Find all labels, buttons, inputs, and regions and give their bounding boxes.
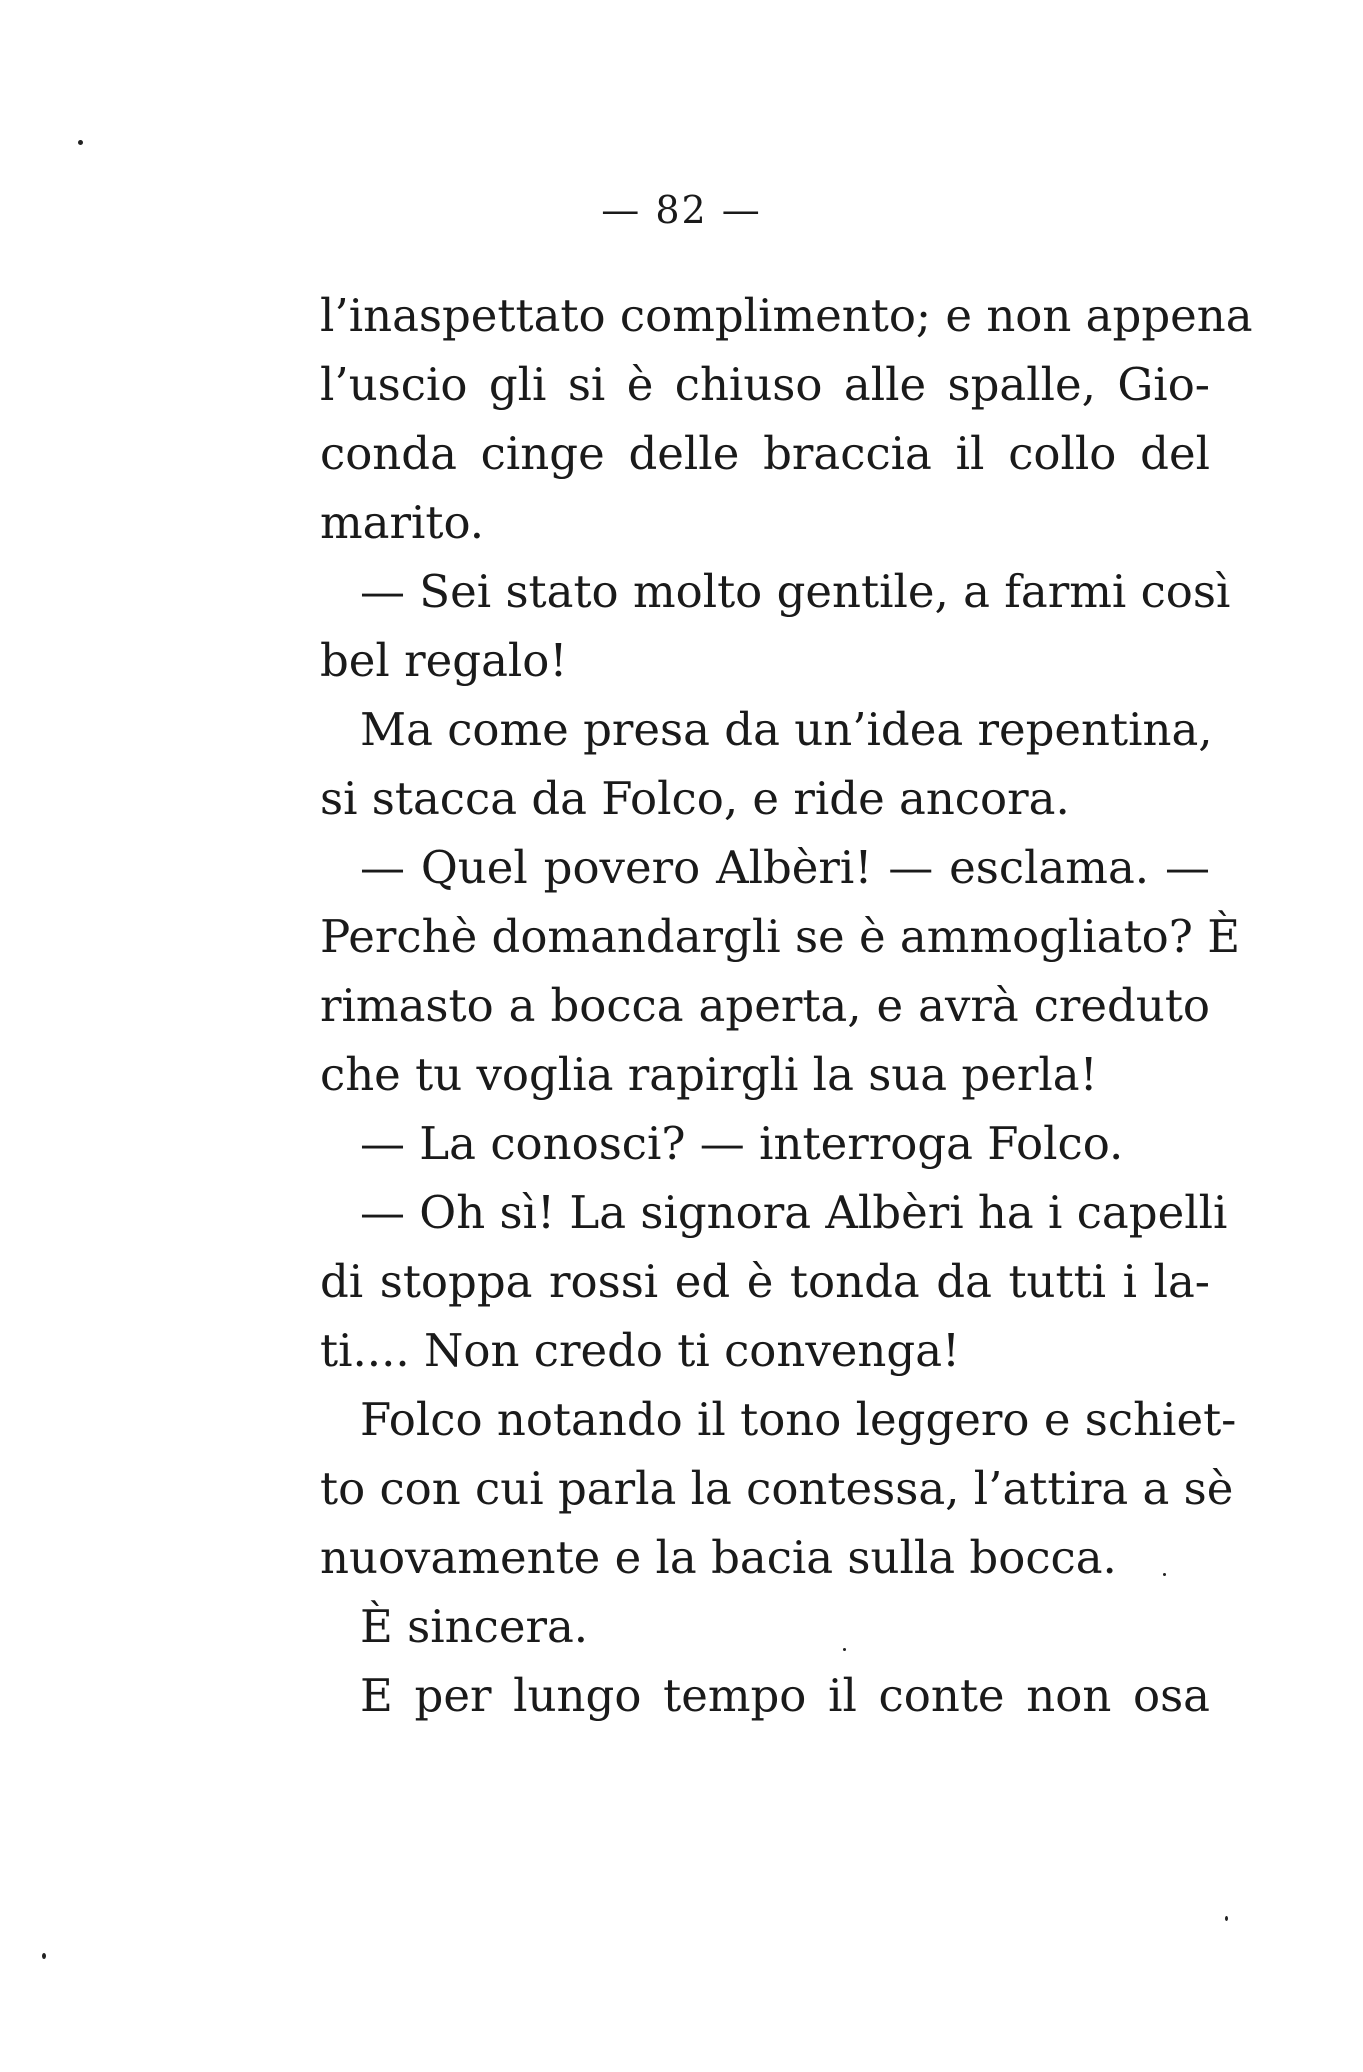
text-line: — Sei stato molto gentile, a farmi così: [360, 565, 1231, 618]
text-line: l’inaspettato complimento; e non appena: [320, 289, 1253, 342]
text-line: — Oh sì! La signora Albèri ha i capelli: [360, 1186, 1228, 1239]
scan-speck: [1163, 1573, 1166, 1576]
text-line: di stoppa rossi ed è tonda da tutti i la-: [320, 1255, 1210, 1308]
text-line: marito.: [320, 496, 485, 549]
text-line: ti.... Non credo ti convenga!: [320, 1324, 961, 1377]
text-line: Perchè domandargli se è ammogliato? È: [320, 910, 1241, 963]
scan-speck: [78, 140, 83, 145]
text-line: nuovamente e la bacia sulla bocca.: [320, 1531, 1117, 1584]
scan-speck: [1225, 1916, 1228, 1921]
text-line: — Quel povero Albèri! — esclama. —: [360, 841, 1210, 894]
text-line: Folco notando il tono leggero e schiet-: [360, 1393, 1237, 1446]
text-line: — La conosci? — interroga Folco.: [360, 1117, 1124, 1170]
text-line: to con cui parla la contessa, l’attira a sè: [320, 1462, 1234, 1515]
text-line: bel regalo!: [320, 634, 568, 687]
scan-speck: [42, 1953, 46, 1959]
scan-speck: [843, 1648, 846, 1651]
text-line: rimasto a bocca aperta, e avrà creduto: [320, 979, 1210, 1032]
text-line: conda cinge delle braccia il collo del: [320, 427, 1210, 480]
text-line: Ma come presa da un’idea repentina,: [360, 703, 1213, 756]
text-line: E per lungo tempo il conte non osa: [360, 1669, 1210, 1722]
text-line: l’uscio gli si è chiuso alle spalle, Gio-: [320, 358, 1210, 411]
page-number: — 82 —: [601, 188, 762, 232]
text-line: si stacca da Folco, e ride ancora.: [320, 772, 1070, 825]
text-line: È sincera.: [360, 1600, 589, 1653]
text-line: che tu voglia rapirgli la sua perla!: [320, 1048, 1098, 1101]
